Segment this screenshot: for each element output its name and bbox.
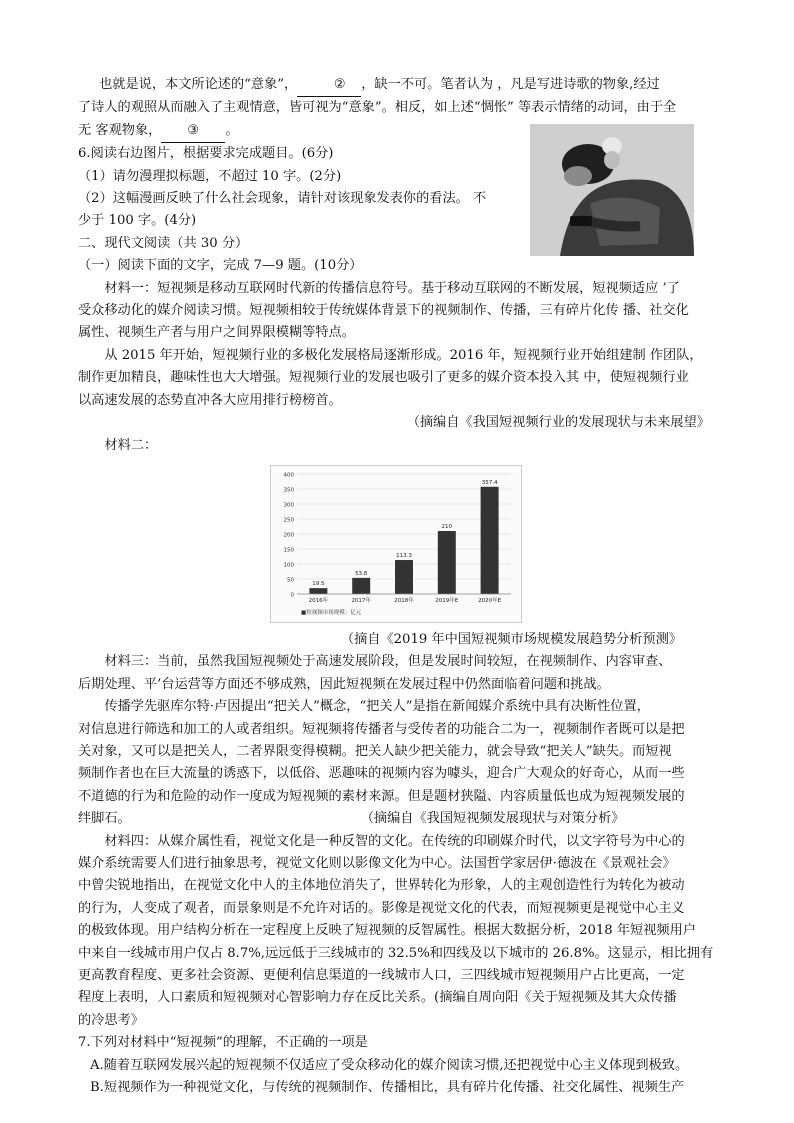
material-1-line: 受众移动化的媒介阅读习惯。短视频相较于传统媒体背景下的视频制作、传播，三有碎片化传 播、社交化 — [78, 303, 689, 319]
answer-blank-3[interactable]: ③ — [161, 120, 225, 143]
material-4-line: 中曾尖锐地指出，在视觉文化中人的主体地位消失了，世界转化为形象，人的主观创造性行为转化为被动 — [78, 878, 685, 894]
material-3-line: 后期处理、平’台运营等方面还不够成熟，因此短视频在发展过程中仍然面临着问题和挑战。 — [78, 676, 610, 692]
x-tick-label: 2020年E — [478, 597, 502, 604]
material-3-line — [78, 808, 724, 830]
material-1-line: 制作更加精良，趣味性也大大增强。短视频行业的发展也吸引了更多的媒介资本投入其 中，使短视频行业 — [78, 370, 689, 386]
question-6-sub2: （2）这幅漫画反映了什么社会现象，请针对该现象发表你的看法。 不 — [78, 191, 487, 207]
chart-legend: ■短视频市场规模：亿元 — [301, 609, 362, 616]
bar-value-label: 357.4 — [481, 479, 498, 486]
material-1-citation: （摘编自《我国短视频行业的发展现状与未来展望》 — [406, 415, 710, 431]
text-span: 无 客观物象， — [78, 122, 162, 138]
text-span: 。 — [225, 122, 239, 138]
material-3-line: 对信息进行筛选和加工的人或者组织。短视频将传播者与受传者的功能合二为一，视频制作者既可以是把 — [78, 721, 685, 737]
market-size-bar-chart — [270, 465, 522, 623]
material-4-line: 媒介系统需要人们进行抽象思考，视觉文化则以影像文化为中心。法国哲学家居伊·德波在《景观社会》 — [78, 855, 676, 871]
bar-value-label: 53.8 — [355, 570, 368, 577]
y-tick-label: 400 — [283, 472, 294, 479]
material-4-line: 中来自一线城市用户仅占 8.7%,远远低于三线城市的 32.5%和四线及以下城市的 26.8%。这显示，相比拥有 — [78, 945, 714, 961]
material-4-line: 程度上表明，人口素质和短视频对心智影响力存在反比关系。(摘编自周向阳《关于短视频及其大众传播 — [78, 990, 677, 1006]
paragraph-line — [78, 74, 724, 97]
x-tick-label: 2019年E — [435, 597, 459, 604]
question-6-title: 6.阅读右边图片，根据要求完成题目。(6分) — [78, 146, 334, 162]
question-7-option-b[interactable]: B.短视频作为一种视觉文化，与传统的视频制作、传播相比，具有碎片化传播、社交化属性、视频生产 — [90, 1080, 685, 1096]
text-span: 绊脚石。 — [78, 811, 131, 827]
material-1-line: 从 2015 年开始，短视频行业的多极化发展格局逐渐形成。2016 年，短视频行业开始组建制 作团队， — [104, 347, 703, 363]
material-3-line: 关对象，又可以是把关人，二者界限变得模糊。把关人缺少把关能力，就会导致“把关人”缺失。而短视 — [78, 743, 672, 759]
y-tick-label: 250 — [283, 517, 294, 524]
x-tick-label: 2018年 — [394, 597, 414, 604]
bar — [352, 578, 370, 594]
material-1-line: 属性、视频生产者与用户之间界限模糊等特点。 — [78, 325, 355, 341]
material-1-line: 材料一：短视频是移动互联网时代新的传播信息符号。基于移动互联网的不断发展，短视频适应 ’了 — [104, 280, 680, 296]
material-4-line: 的冷思考》 — [78, 1012, 144, 1028]
material-4-line: 更高教育程度、更多社会资源、更便利信息渠道的一线城市人口，三四线城市短视频用户占比更高，一定 — [78, 968, 685, 983]
material-3-line: 不道德的行为和危险的动作一度成为短视频的素材来源。但是题材狭隘、内容质量低也成为短视频发展的 — [78, 788, 685, 804]
question-6-sub2-cont: 少于 100 字。(4分) — [78, 213, 197, 229]
text-span: ，缺一不可。笔者认为 ，凡是写进诗歌的物象,经过 — [361, 77, 660, 92]
material-3-line: 频制作者也在巨大流量的诱惑下，以低俗、恶趣味的视频内容为噱头，迎合广大观众的好奇心，从而一些 — [78, 766, 685, 782]
bar — [309, 588, 327, 594]
x-tick-label: 2016年 — [308, 597, 329, 604]
answer-blank-2[interactable]: ② — [297, 74, 361, 97]
cartoon-image — [530, 124, 694, 256]
y-tick-label: 0 — [290, 592, 294, 599]
text-span: 也就是说，本文所论述的“意象”， — [99, 77, 298, 92]
intro-block — [78, 74, 724, 278]
bar-value-label: 210 — [441, 523, 453, 530]
exam-page — [78, 74, 724, 1099]
material-4-line: 的极致体现。用户结构分析在一定程度上反映了短视频的反智属性。根据大数据分析，2018 年短视频用户 — [78, 923, 696, 939]
y-tick-label: 150 — [283, 547, 294, 554]
y-tick-label: 350 — [283, 487, 294, 494]
bar-value-label: 113.3 — [396, 552, 412, 559]
bar — [395, 560, 413, 594]
bar — [438, 531, 456, 594]
bar-value-label: 19.5 — [312, 581, 325, 588]
material-2-label: 材料二： — [104, 437, 158, 453]
material-4-line: 材料四：从媒介属性看，视觉文化是一种反智的文化。在传统的印刷媒介时代，以文字符号为中心的 — [104, 833, 685, 849]
y-tick-label: 100 — [283, 562, 294, 569]
material-3-line: 传播学先驱库尔特·卢因提出“把关人”概念，“把关人”是指在新闻媒介系统中具有决断性位置， — [104, 699, 650, 715]
chart-svg — [271, 466, 521, 622]
y-tick-label: 300 — [283, 502, 294, 509]
question-7-option-a[interactable]: A.随着互联网发展兴起的短视频不仅适应了受众移动化的媒介阅读习惯,还把视觉中心主义体现到极致。 — [90, 1057, 689, 1073]
material-1-line: 以高速发展的态势直冲各大应用排行榜榜首。 — [78, 392, 342, 408]
y-tick-label: 50 — [287, 577, 294, 584]
material-3-citation: （摘编自《我国短视频发展现状与对策分析》 — [360, 811, 625, 827]
cartoon-phone-head-illustration — [530, 124, 694, 256]
paragraph-line: 了诗人的观照从而融入了主观情意，皆可视为“意象”。相反，如上述“惆怅” 等表示情绪的动词，由于全 — [78, 100, 677, 116]
y-tick-label: 200 — [283, 532, 294, 539]
question-7-title: 7.下列对材料中“短视频”的理解，不正确的一项是 — [78, 1035, 368, 1051]
material-4-line: 的行为，人变成了观者，而景象则是不允许对话的。影像是视觉文化的代表，而短视频更是视觉中心主义 — [78, 900, 685, 916]
section-heading: 二、现代文阅读（共 30 分） — [78, 235, 249, 251]
material-3-line: 材料三：当前，虽然我国短视频处于高速发展阶段，但是发展时间较短，在视频制作、内容审查、 — [104, 654, 672, 670]
bar — [481, 487, 499, 594]
part-heading: （一）阅读下面的文字，完成 7—9 题。(10分） — [78, 258, 363, 274]
material-2-citation: （摘自《2019 年中国短视频市场规模发展趋势分析预测》 — [340, 631, 682, 647]
question-6-sub1: （1）请勿漫理拟标题，不超过 10 字。(2分) — [78, 168, 342, 184]
x-tick-label: 2017年 — [351, 597, 371, 604]
